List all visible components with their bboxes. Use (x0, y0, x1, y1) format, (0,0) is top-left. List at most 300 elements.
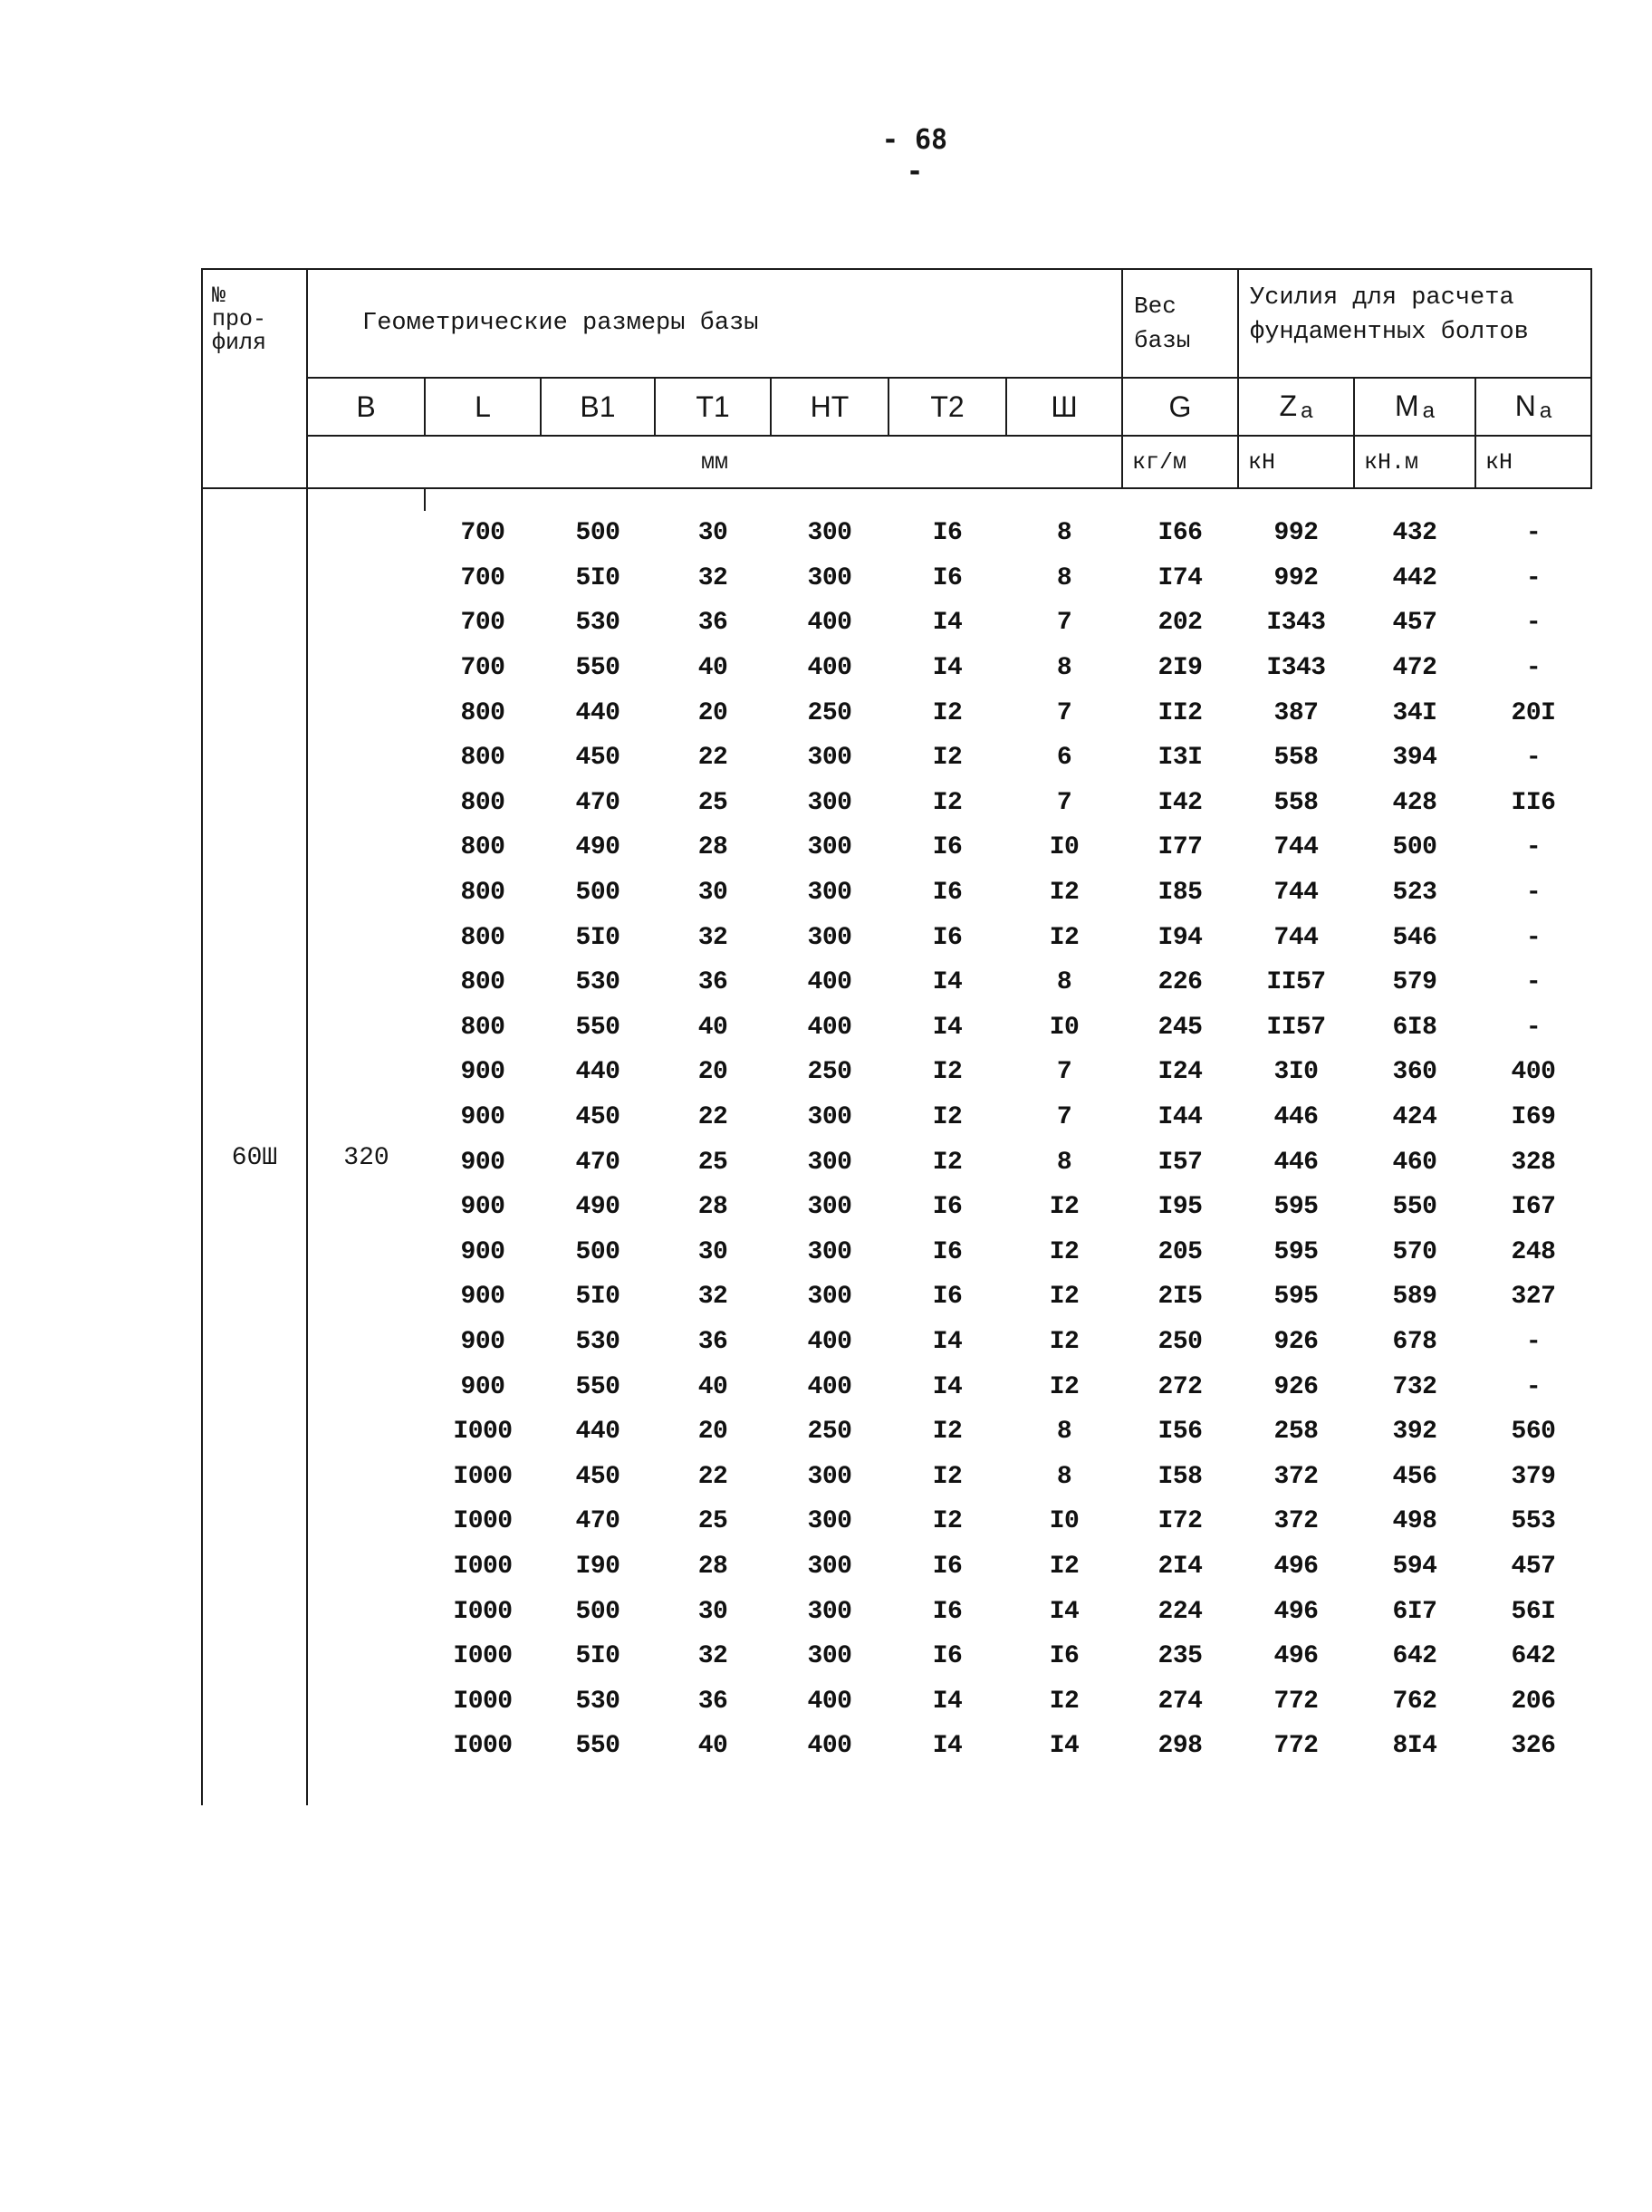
table-row (202, 511, 1591, 556)
cell-l: I000 (453, 1642, 513, 1671)
cell-b1: 500 (575, 1597, 620, 1626)
col-header-b: B (307, 378, 425, 436)
cell-t1: 32 (697, 563, 728, 592)
cell-na: - (1525, 1327, 1542, 1356)
cell-l: 900 (460, 1058, 505, 1087)
ma-symbol: M (1394, 390, 1419, 422)
cell-t1: 40 (697, 1372, 728, 1401)
unit-weight: кг/м (1122, 436, 1238, 488)
cell-b1: 440 (575, 1418, 620, 1447)
profile-cell: 60Ш (202, 511, 307, 1805)
cell-ma: 6I7 (1392, 1597, 1437, 1626)
cell-na: - (1525, 609, 1542, 638)
cell-za: II57 (1266, 1013, 1326, 1042)
cell-sh: I2 (1049, 1193, 1080, 1222)
header-row-2 (202, 378, 1591, 436)
cell-l: 900 (460, 1148, 505, 1177)
cell-l: 700 (460, 609, 505, 638)
cell-t1: 36 (697, 1327, 728, 1356)
cell-ht: 250 (807, 698, 852, 727)
cell-t1: 40 (697, 654, 728, 683)
cell-sh: I2 (1049, 1327, 1080, 1356)
cell-g: 2I9 (1157, 654, 1203, 683)
cell-za: 744 (1273, 923, 1319, 952)
cell-t1: 30 (697, 519, 728, 548)
cell-ma: 523 (1392, 879, 1437, 908)
col-header-za (1238, 378, 1354, 436)
cell-b1: 450 (575, 1462, 620, 1491)
cell-t2: I6 (932, 1193, 963, 1222)
cell-sh: I4 (1049, 1597, 1080, 1626)
cell-b1: 530 (575, 1687, 620, 1716)
table-body (202, 269, 1591, 1805)
cell-g: I24 (1157, 1058, 1203, 1087)
cell-sh: I2 (1049, 1372, 1080, 1401)
cell-b1: 550 (575, 654, 620, 683)
cell-l: 800 (460, 788, 505, 817)
cell-ht: 300 (807, 744, 852, 773)
cell-ma: 442 (1392, 563, 1437, 592)
na-symbol: N (1514, 390, 1536, 422)
cell-za: 446 (1273, 1148, 1319, 1177)
cell-l: 700 (460, 519, 505, 548)
cell-b1: 5I0 (575, 1283, 620, 1312)
cell-na: 457 (1511, 1552, 1556, 1581)
cell-b1: 5I0 (575, 563, 620, 592)
cell-g: I85 (1157, 879, 1203, 908)
col-header-t2: T2 (888, 378, 1006, 436)
cell-na: 553 (1511, 1507, 1556, 1536)
cell-sh: I6 (1049, 1642, 1080, 1671)
cell-sh: I0 (1049, 833, 1080, 862)
cell-l: I000 (453, 1687, 513, 1716)
cell-t1: 32 (697, 923, 728, 952)
cell-b1: I90 (575, 1552, 620, 1581)
cell-ma: 392 (1392, 1418, 1437, 1447)
cell-ht: 300 (807, 1462, 852, 1491)
cell-sh: 7 (1056, 698, 1072, 727)
cell-g: I58 (1157, 1462, 1203, 1491)
cell-t1: 25 (697, 788, 728, 817)
cell-ma: 34I (1392, 698, 1437, 727)
cell-g: I74 (1157, 563, 1203, 592)
gap-cell (307, 488, 425, 511)
cell-b1: 450 (575, 744, 620, 773)
cell-l: 800 (460, 879, 505, 908)
cell-ht: 400 (807, 1732, 852, 1761)
cell-g: 202 (1157, 609, 1203, 638)
cell-b1: 490 (575, 1193, 620, 1222)
cell-ht: 300 (807, 1552, 852, 1581)
cell-g: II2 (1157, 698, 1203, 727)
cell-l: I000 (453, 1732, 513, 1761)
cell-za: 558 (1273, 744, 1319, 773)
cell-t2: I4 (932, 968, 963, 997)
cell-l: 800 (460, 968, 505, 997)
gap-cell (425, 488, 1591, 511)
cell-ht: 300 (807, 519, 852, 548)
cell-ht: 300 (807, 563, 852, 592)
cell-ht: 400 (807, 609, 852, 638)
cell-za: 496 (1273, 1642, 1319, 1671)
cell-b1: 490 (575, 833, 620, 862)
cell-sh: 8 (1056, 519, 1072, 548)
cell-ht: 250 (807, 1058, 852, 1087)
cell-t1: 22 (697, 1103, 728, 1132)
cell-g: 224 (1157, 1597, 1203, 1626)
cell-t2: I4 (932, 1372, 963, 1401)
cell-t1: 30 (697, 1237, 728, 1266)
cell-ma: 428 (1392, 788, 1437, 817)
cell-l: 800 (460, 698, 505, 727)
cell-na: 206 (1511, 1687, 1556, 1716)
cell-sh: I0 (1049, 1013, 1080, 1042)
gap-cell (425, 1769, 1591, 1805)
cell-t1: 32 (697, 1283, 728, 1312)
cell-b1: 470 (575, 1148, 620, 1177)
cell-na: - (1525, 563, 1542, 592)
cell-g: 226 (1157, 968, 1203, 997)
cell-ma: 570 (1392, 1237, 1437, 1266)
cell-g: 274 (1157, 1687, 1203, 1716)
cell-l: I000 (453, 1462, 513, 1491)
cell-g: 235 (1157, 1642, 1203, 1671)
cell-za: I343 (1266, 654, 1326, 683)
cell-t2: I2 (932, 1418, 963, 1447)
cell-t1: 28 (697, 1552, 728, 1581)
spec-table (201, 268, 1592, 1805)
cell-t2: I4 (932, 1687, 963, 1716)
cell-ma: 6I8 (1392, 1013, 1437, 1042)
cell-l: 900 (460, 1283, 505, 1312)
cell-sh: 7 (1056, 1103, 1072, 1132)
cell-l: 900 (460, 1103, 505, 1132)
cell-ma: 360 (1392, 1058, 1437, 1087)
cell-ma: 498 (1392, 1507, 1437, 1536)
cell-t2: I2 (932, 698, 963, 727)
cell-b1: 450 (575, 1103, 620, 1132)
cell-b1: 530 (575, 968, 620, 997)
cell-t1: 22 (697, 1462, 728, 1491)
cell-ma: 550 (1392, 1193, 1437, 1222)
cell-b1: 550 (575, 1732, 620, 1761)
cell-na: II6 (1511, 788, 1556, 817)
cell-t2: I2 (932, 744, 963, 773)
cell-ht: 300 (807, 923, 852, 952)
cell-t1: 36 (697, 968, 728, 997)
cell-g: I56 (1157, 1418, 1203, 1447)
cell-ht: 250 (807, 1418, 852, 1447)
cell-ma: 546 (1392, 923, 1437, 952)
cell-za: 744 (1273, 879, 1319, 908)
cell-za: 926 (1273, 1327, 1319, 1356)
cell-na: 326 (1511, 1732, 1556, 1761)
cell-g: 245 (1157, 1013, 1203, 1042)
b-value-cell: 320 (307, 511, 425, 1805)
unit-na: кН (1475, 436, 1591, 488)
cell-g: I77 (1157, 833, 1203, 862)
cell-sh: 8 (1056, 1462, 1072, 1491)
cell-sh: 8 (1056, 654, 1072, 683)
cell-ht: 300 (807, 833, 852, 862)
cell-l: 800 (460, 1013, 505, 1042)
cell-ma: 8I4 (1392, 1732, 1437, 1761)
cell-t1: 28 (697, 833, 728, 862)
cell-ma: 472 (1392, 654, 1437, 683)
cell-t1: 28 (697, 1193, 728, 1222)
cell-ma: 457 (1392, 609, 1437, 638)
cell-sh: 8 (1056, 1418, 1072, 1447)
cell-sh: I2 (1049, 879, 1080, 908)
cell-ma: 579 (1392, 968, 1437, 997)
cell-g: I44 (1157, 1103, 1203, 1132)
cell-t2: I6 (932, 833, 963, 862)
cell-ma: 500 (1392, 833, 1437, 862)
cell-na: - (1525, 1372, 1542, 1401)
cell-ht: 300 (807, 1103, 852, 1132)
cell-za: 558 (1273, 788, 1319, 817)
cell-g: 2I4 (1157, 1552, 1203, 1581)
cell-za: I343 (1266, 609, 1326, 638)
cell-t1: 20 (697, 1418, 728, 1447)
col-header-g: G (1122, 378, 1238, 436)
cell-t2: I2 (932, 1103, 963, 1132)
cell-g: I94 (1157, 923, 1203, 952)
header-row-1 (202, 269, 1591, 378)
cell-l: 800 (460, 833, 505, 862)
cell-ht: 400 (807, 1372, 852, 1401)
cell-t2: I6 (932, 1283, 963, 1312)
cell-l: 700 (460, 654, 505, 683)
cell-za: 595 (1273, 1237, 1319, 1266)
cell-na: - (1525, 1013, 1542, 1042)
cell-t1: 40 (697, 1013, 728, 1042)
cell-ma: 762 (1392, 1687, 1437, 1716)
cell-sh: 7 (1056, 609, 1072, 638)
cell-b1: 500 (575, 1237, 620, 1266)
cell-l: I000 (453, 1597, 513, 1626)
cell-za: 3I0 (1273, 1058, 1319, 1087)
cell-l: 900 (460, 1237, 505, 1266)
cell-l: 900 (460, 1193, 505, 1222)
cell-b1: 550 (575, 1372, 620, 1401)
na-subscript: a (1539, 399, 1552, 423)
cell-ht: 400 (807, 1687, 852, 1716)
header-weight: Вес базы (1122, 269, 1238, 378)
cell-t2: I6 (932, 1597, 963, 1626)
cell-ht: 300 (807, 1193, 852, 1222)
cell-t1: 25 (697, 1148, 728, 1177)
cell-g: I72 (1157, 1507, 1203, 1536)
cell-sh: I2 (1049, 1237, 1080, 1266)
cell-t2: I2 (932, 1462, 963, 1491)
cell-ma: 460 (1392, 1148, 1437, 1177)
cell-b1: 440 (575, 1058, 620, 1087)
cell-na: - (1525, 833, 1542, 862)
cell-t2: I6 (932, 1237, 963, 1266)
cell-b1: 530 (575, 1327, 620, 1356)
cell-za: 595 (1273, 1283, 1319, 1312)
cell-sh: I2 (1049, 1552, 1080, 1581)
cell-t2: I6 (932, 1642, 963, 1671)
unit-za: кН (1238, 436, 1354, 488)
cell-g: I95 (1157, 1193, 1203, 1222)
cell-t2: I6 (932, 923, 963, 952)
cell-t1: 20 (697, 698, 728, 727)
cell-g: 272 (1157, 1372, 1203, 1401)
cell-g: I3I (1157, 744, 1203, 773)
unit-mm: мм (307, 436, 1122, 488)
top-gap-row (202, 488, 1591, 511)
cell-za: II57 (1266, 968, 1326, 997)
cell-ht: 300 (807, 1642, 852, 1671)
cell-na: 642 (1511, 1642, 1556, 1671)
cell-l: 900 (460, 1327, 505, 1356)
cell-sh: 8 (1056, 968, 1072, 997)
cell-l: 900 (460, 1372, 505, 1401)
cell-na: 248 (1511, 1237, 1556, 1266)
cell-za: 992 (1273, 519, 1319, 548)
cell-ht: 400 (807, 654, 852, 683)
cell-t2: I4 (932, 1732, 963, 1761)
col-header-ma (1354, 378, 1475, 436)
cell-na: - (1525, 879, 1542, 908)
cell-na: 20I (1511, 698, 1556, 727)
cell-ht: 300 (807, 1237, 852, 1266)
cell-za: 496 (1273, 1552, 1319, 1581)
cell-sh: I4 (1049, 1732, 1080, 1761)
cell-g: I57 (1157, 1148, 1203, 1177)
cell-ht: 400 (807, 968, 852, 997)
cell-b1: 550 (575, 1013, 620, 1042)
cell-sh: 7 (1056, 1058, 1072, 1087)
cell-sh: 8 (1056, 1148, 1072, 1177)
cell-ma: 594 (1392, 1552, 1437, 1581)
cell-na: - (1525, 968, 1542, 997)
cell-na: I67 (1511, 1193, 1556, 1222)
cell-za: 772 (1273, 1687, 1319, 1716)
col-header-ht: НТ (771, 378, 888, 436)
cell-za: 595 (1273, 1193, 1319, 1222)
header-profile: № про- филя (202, 269, 307, 488)
cell-b1: 440 (575, 698, 620, 727)
cell-t2: I2 (932, 1058, 963, 1087)
header-row-units (202, 436, 1591, 488)
cell-na: I69 (1511, 1103, 1556, 1132)
cell-t1: 36 (697, 1687, 728, 1716)
cell-na: 56I (1511, 1597, 1556, 1626)
cell-b1: 530 (575, 609, 620, 638)
cell-ma: 678 (1392, 1327, 1437, 1356)
cell-sh: 6 (1056, 744, 1072, 773)
cell-l: 800 (460, 923, 505, 952)
cell-l: I000 (453, 1418, 513, 1447)
cell-l: I000 (453, 1507, 513, 1536)
cell-ma: 456 (1392, 1462, 1437, 1491)
cell-ma: 732 (1392, 1372, 1437, 1401)
cell-ht: 300 (807, 1283, 852, 1312)
col-header-na (1475, 378, 1591, 436)
cell-sh: I2 (1049, 923, 1080, 952)
col-header-sh: Ш (1006, 378, 1122, 436)
cell-ma: 589 (1392, 1283, 1437, 1312)
cell-g: 2I5 (1157, 1283, 1203, 1312)
col-header-b1: B1 (541, 378, 655, 436)
cell-l: 700 (460, 563, 505, 592)
cell-sh: I0 (1049, 1507, 1080, 1536)
cell-g: 298 (1157, 1732, 1203, 1761)
cell-l: I000 (453, 1552, 513, 1581)
cell-b1: 5I0 (575, 1642, 620, 1671)
cell-za: 926 (1273, 1372, 1319, 1401)
za-symbol: Z (1279, 390, 1298, 422)
cell-t2: I4 (932, 1327, 963, 1356)
cell-za: 387 (1273, 698, 1319, 727)
cell-sh: 7 (1056, 788, 1072, 817)
cell-b1: 5I0 (575, 923, 620, 952)
cell-ma: 642 (1392, 1642, 1437, 1671)
cell-t1: 40 (697, 1732, 728, 1761)
header-geometry: Геометрические размеры базы (307, 269, 1122, 378)
cell-t2: I2 (932, 1507, 963, 1536)
cell-za: 772 (1273, 1732, 1319, 1761)
cell-za: 496 (1273, 1597, 1319, 1626)
cell-t1: 30 (697, 879, 728, 908)
cell-t2: I2 (932, 788, 963, 817)
cell-t2: I6 (932, 1552, 963, 1581)
cell-na: 400 (1511, 1058, 1556, 1087)
cell-t2: I4 (932, 609, 963, 638)
cell-na: 379 (1511, 1462, 1556, 1491)
cell-t2: I4 (932, 654, 963, 683)
cell-sh: I2 (1049, 1687, 1080, 1716)
header-forces: Усилия для расчета фундаментных болтов (1238, 269, 1591, 378)
cell-na: 560 (1511, 1418, 1556, 1447)
cell-za: 258 (1273, 1418, 1319, 1447)
cell-za: 372 (1273, 1462, 1319, 1491)
cell-t1: 30 (697, 1597, 728, 1626)
cell-t1: 22 (697, 744, 728, 773)
cell-l: 800 (460, 744, 505, 773)
cell-t1: 20 (697, 1058, 728, 1087)
cell-ht: 400 (807, 1013, 852, 1042)
cell-ht: 300 (807, 1597, 852, 1626)
cell-ht: 300 (807, 1507, 852, 1536)
za-subscript: a (1301, 399, 1313, 423)
cell-na: - (1525, 744, 1542, 773)
cell-ma: 394 (1392, 744, 1437, 773)
unit-ma: кН.м (1354, 436, 1475, 488)
cell-g: I42 (1157, 788, 1203, 817)
cell-t2: I2 (932, 1148, 963, 1177)
cell-na: 328 (1511, 1148, 1556, 1177)
cell-ht: 300 (807, 1148, 852, 1177)
cell-sh: I2 (1049, 1283, 1080, 1312)
cell-t2: I4 (932, 1013, 963, 1042)
gap-cell (202, 488, 307, 511)
cell-na: 327 (1511, 1283, 1556, 1312)
cell-za: 744 (1273, 833, 1319, 862)
cell-t2: I6 (932, 563, 963, 592)
cell-g: 205 (1157, 1237, 1203, 1266)
cell-t1: 36 (697, 609, 728, 638)
cell-ma: 432 (1392, 519, 1437, 548)
cell-b1: 500 (575, 519, 620, 548)
cell-ht: 400 (807, 1327, 852, 1356)
cell-b1: 500 (575, 879, 620, 908)
cell-g: 250 (1157, 1327, 1203, 1356)
cell-b1: 470 (575, 788, 620, 817)
